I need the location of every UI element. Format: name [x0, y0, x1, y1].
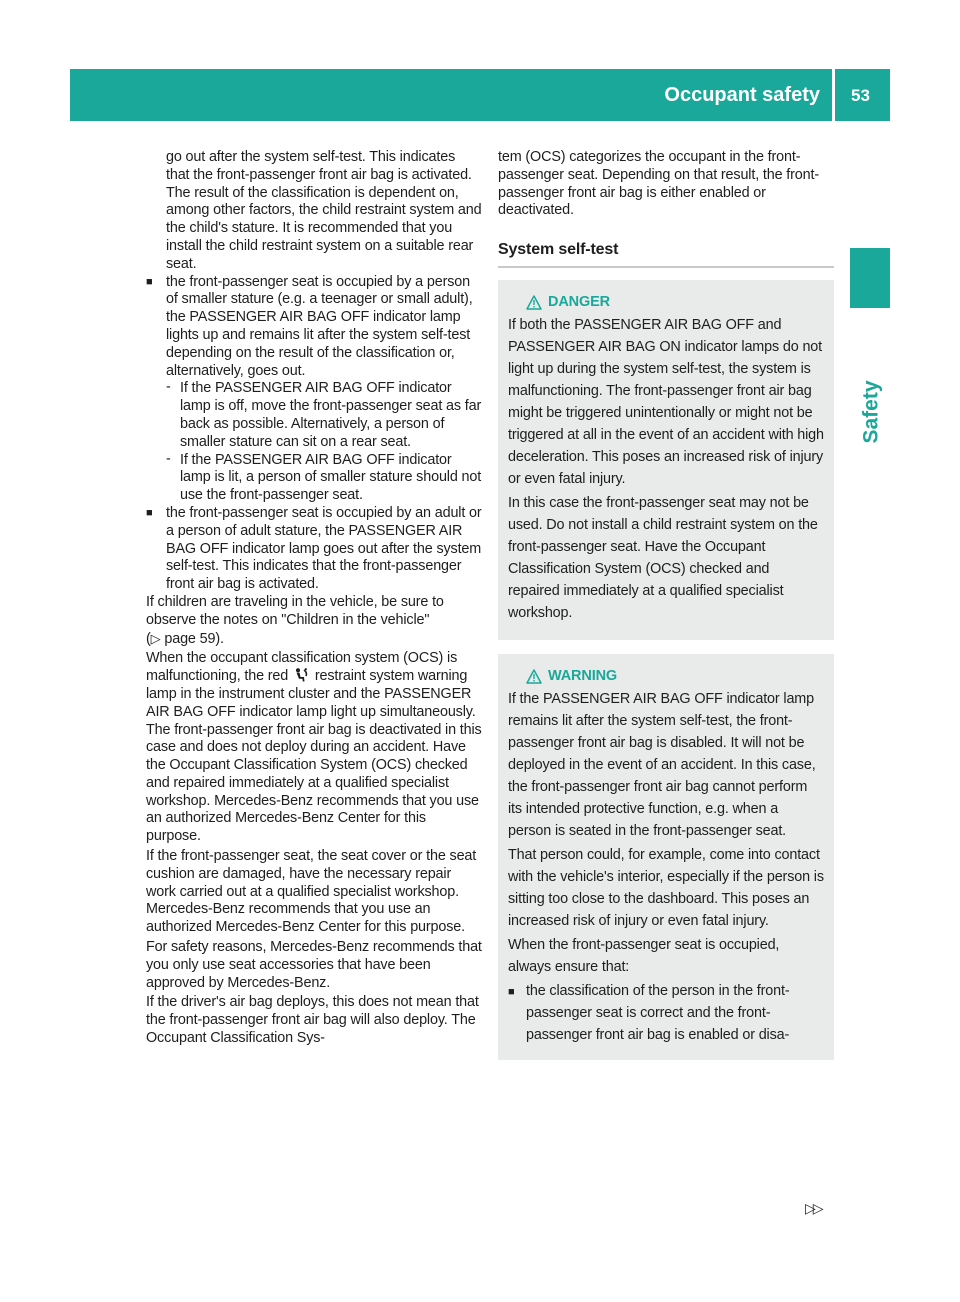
section-divider	[498, 266, 834, 268]
box-spacer	[498, 640, 834, 654]
paragraph-ocs-text-a: When the occupant classification system (OCS) is malfunctioning, the red	[146, 650, 458, 685]
bullet-item	[508, 980, 824, 1046]
paragraph-children-text: If children are traveling in the vehicle, be sure to observe the notes on "Children in the vehicle"	[146, 593, 444, 628]
bullet-marker: ■	[508, 986, 515, 999]
danger-label: DANGER	[548, 294, 610, 311]
left-column	[146, 149, 482, 1048]
bullet-item	[146, 505, 482, 594]
paragraph-driver-airbag: If the driver's air bag deploys, this does not mean that the front-passenger front air bag will also deploy. The Occupant Classification Sys-	[146, 994, 479, 1047]
danger-box	[498, 280, 834, 640]
paragraph-continuation: go out after the system self-test. This indicates that the front-passenger front air bag is activated. The result of the classification is dependent on, among other factors, the child restraint system and the child's stature. It is recommended that you install the child restraint system on a suitable rear seat.	[166, 149, 482, 272]
page-reference-link[interactable]: page 59).	[160, 630, 224, 647]
paragraph-ocs-text-b: restraint system warning lamp in the instrument cluster and the PASSENGER AIR BAG OFF indicator lamp light up simultaneously. The front-passenger front air bag is deactivated in this case and does not deploy during an accident. Have the Occupant Classification System (OCS) checked and repaired immediately at a qualified specialist workshop. Mercedes-Benz recommends that you use an authorized Mercedes-Benz Center for this purpose.	[146, 668, 482, 845]
bullet-text: the classification of the person in the front-passenger seat is correct and the front-passenger front air bag is enabled or disa-	[526, 983, 790, 1044]
bullet-text: the front-passenger seat is occupied by a person of smaller stature (e.g. a teenager or small adult), the PASSENGER AIR BAG OFF indicator lamp lights up and remains lit after the system self-test depending on the result of the classification or, alternatively, goes out.	[166, 273, 473, 379]
paragraph-children	[146, 594, 482, 648]
danger-text: In this case the front-passenger seat may not be used. Do not install a child restraint system on the front-passenger seat. Have the Occupant Classification System (OCS) checked and repaired immediately at a qualified specialist workshop.	[508, 495, 818, 622]
danger-text: If both the PASSENGER AIR BAG OFF and PASSENGER AIR BAG ON indicator lamps do not light up during the system self-test, the system is malfunctioning. The front-passenger front air bag might be triggered unintentionally or might not be triggered at all in the event of an accident with high deceleration. This poses an increased risk of injury or even fatal injury.	[508, 317, 824, 488]
warning-text: If the PASSENGER AIR BAG OFF indicator lamp remains lit after the system self-test, the front-passenger front air bag is disabled. It will not be deployed in the event of an accident. In this case, the front-passenger front air bag cannot perform its intended protective function, e.g. when a person is seated in the front-passenger seat.	[508, 691, 816, 840]
bullet-text: the front-passenger seat is occupied by an adult or a person of adult stature, the PASSENGER AIR BAG OFF indicator lamp goes out after the system self-test. This indicates that the front-passenger front air bag is activated.	[166, 504, 482, 593]
dash-marker: -	[166, 379, 171, 396]
dash-item	[166, 452, 482, 505]
side-tab-label	[854, 372, 890, 452]
page-number: 53	[851, 86, 870, 105]
warning-label: WARNING	[548, 668, 618, 685]
continue-arrow-icon: ▷▷	[805, 1200, 821, 1216]
danger-header	[508, 292, 824, 312]
side-tab-text: Safety	[860, 380, 883, 444]
warning-header	[508, 666, 824, 686]
warning-text: That person could, for example, come into contact with the vehicle's interior, especially if the person is sitting too close to the dashboard. This poses an increased risk of injury or even fatal injury.	[508, 847, 824, 930]
page-reference-open: (	[146, 630, 151, 647]
bullet-marker: ■	[146, 506, 153, 519]
paragraph-continuation: tem (OCS) categorizes the occupant in the front-passenger seat. Depending on that result, the front-passenger front air bag is either enabled or deactivated.	[498, 149, 819, 219]
warning-triangle-icon	[526, 295, 542, 310]
bullet-item	[146, 274, 482, 381]
header-separator	[832, 69, 835, 121]
paragraph-ocs-malfunction	[146, 650, 482, 846]
side-tab-marker	[850, 248, 890, 308]
warning-triangle-icon	[526, 669, 542, 684]
dash-text: If the PASSENGER AIR BAG OFF indicator lamp is off, move the front-passenger seat as far back as possible. Alternatively, a person of smaller stature can sit on a rear seat.	[180, 380, 482, 450]
right-column	[498, 149, 834, 1060]
warning-box	[498, 654, 834, 1060]
dash-item	[166, 380, 482, 451]
dash-marker: -	[166, 450, 171, 467]
header-bar	[70, 69, 890, 121]
restraint-system-warning-icon	[294, 668, 309, 682]
bullet-marker: ■	[146, 275, 153, 288]
dash-text: If the PASSENGER AIR BAG OFF indicator lamp is lit, a person of smaller stature should not use the front-passenger seat.	[180, 451, 482, 504]
paragraph-damaged-seat: If the front-passenger seat, the seat cover or the seat cushion are damaged, have the necessary repair work carried out at a qualified specialist workshop. Mercedes-Benz recommends that you use an authorized Mercedes-Benz Center for this purpose.	[146, 848, 477, 936]
page-reference-arrow-icon: ▷	[150, 630, 161, 646]
warning-text: When the front-passenger seat is occupied, always ensure that:	[508, 937, 780, 976]
section-title: System self-test	[498, 241, 619, 259]
dash-list	[146, 380, 482, 505]
header-title: Occupant safety	[664, 84, 820, 106]
paragraph-safety-accessories: For safety reasons, Mercedes-Benz recommends that you only use seat accessories that have been approved by Mercedes-Benz.	[146, 939, 482, 991]
